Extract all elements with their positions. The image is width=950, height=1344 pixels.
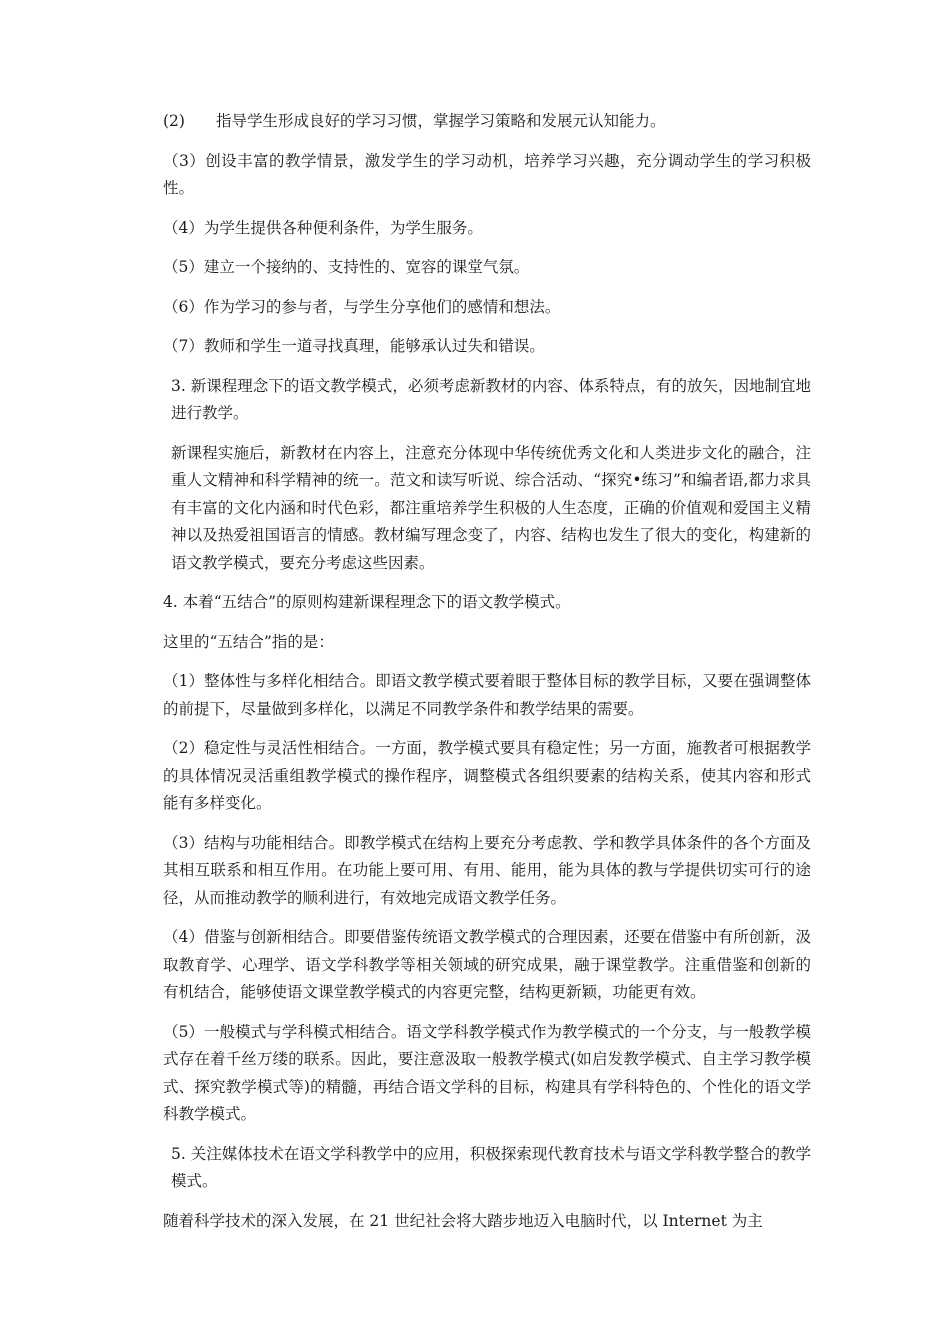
paragraph-combination-5: （5）一般模式与学科模式相结合。语文学科教学模式作为教学模式的一个分支，与一般教学模式存在着千丝万缕的联系。因此，要注意汲取一般教学模式(如启发教学模式、自主学习教学模式、探究教学模式等)的精髓，再结合语文学科的目标，构建具有学科特色的、个性化的语文学科教学模式。 (163, 1022, 811, 1123)
paragraph-combination-3: （3）结构与功能相结合。即教学模式在结构上要充分考虑教、学和教学具体条件的各个方面及其相互联系和相互作用。在功能上要可用、有用、能用，能为具体的教与学提供切实可行的途径，从而推动教学的顺利进行，有效地完成语文教学任务。 (163, 833, 811, 907)
paragraph-five-combinations-intro: 这里的“五结合”指的是： (163, 632, 334, 651)
paragraph-teacher-role-6: （6）作为学习的参与者，与学生分享他们的感情和想法。 (163, 297, 561, 316)
paragraph-teacher-role-3: （3）创设丰富的教学情景，激发学生的学习动机，培养学习兴趣，充分调动学生的学习积极性。 (163, 151, 811, 197)
paragraph-combination-2: （2）稳定性与灵活性相结合。一方面，教学模式要具有稳定性；另一方面，施教者可根据教学的具体情况灵活重组教学模式的操作程序，调整模式各组织要素的结构关系，使其内容和形式能有多样变化。 (163, 739, 811, 812)
paragraph-teacher-role-2: (2) 指导学生形成良好的学习习惯，掌握学习策略和发展元认知能力。 (163, 112, 666, 130)
paragraph-technology: 随着科学技术的深入发展，在 21 世纪社会将大踏步地迈入电脑时代，以 Internet 为主 (163, 1211, 763, 1230)
paragraph-combination-4: （4）借鉴与创新相结合。即要借鉴传统语文教学模式的合理因素，还要在借鉴中有所创新，汲取教育学、心理学、语文学科教学等相关领域的研究成果，融于课堂教学。注重借鉴和创新的有机结合，能够使语文课堂教学模式的内容更完整，结构更新颖，功能更有效。 (163, 928, 811, 1001)
document-body (141, 108, 811, 1247)
paragraph-teacher-role-5: （5）建立一个接纳的、支持性的、宽容的课堂气氛。 (163, 258, 530, 276)
paragraph-combination-1: （1）整体性与多样化相结合。即语文教学模式要着眼于整体目标的教学目标，又要在强调整体的前提下，尽量做到多样化，以满足不同教学条件和教学结果的需要。 (163, 672, 811, 718)
section-heading-4: 4. 本着“五结合”的原则构建新课程理念下的语文教学模式。 (163, 593, 571, 611)
paragraph-teacher-role-7: （7）教师和学生一道寻找真理，能够承认过失和错误。 (163, 337, 545, 355)
paragraph-new-curriculum: 新课程实施后，新教材在内容上，注意充分体现中华传统优秀文化和人类进步文化的融合，注重人文精神和科学精神的统一。范文和读写听说、综合活动、“探究•练习”和编者语,都力求具有丰富的文化内涵和时代色彩，都注重培养学生积极的人生态度，正确的价值观和爱国主义精神以及热爱祖国语言的情感。教材编写理念变了，内容、结构也发生了很大的变化，构建新的语文教学模式，要充分考虑这些因素。 (171, 443, 811, 572)
section-heading-5: 5. 关注媒体技术在语文学科教学中的应用，积极探索现代教育技术与语文学科教学整合的教学模式。 (171, 1144, 811, 1190)
paragraph-teacher-role-4: （4）为学生提供各种便利条件，为学生服务。 (163, 218, 483, 237)
section-heading-3: 3. 新课程理念下的语文教学模式，必须考虑新教材的内容、体系特点，有的放矢，因地制宜地进行教学。 (171, 376, 811, 422)
